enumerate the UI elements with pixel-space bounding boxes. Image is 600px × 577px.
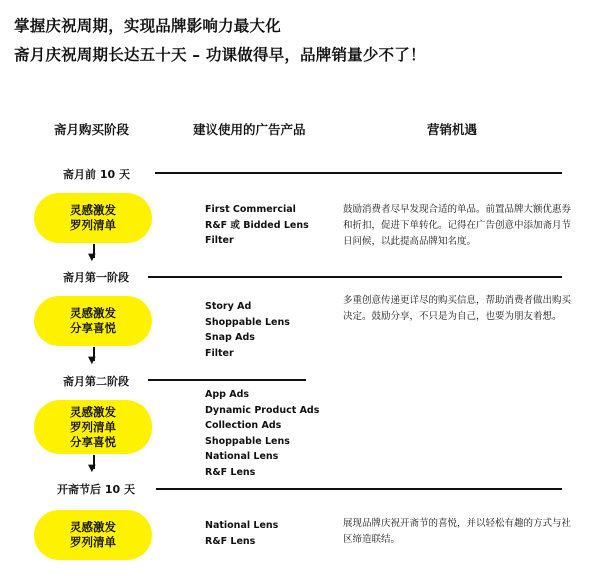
phase-divider-1 [155, 172, 562, 174]
product-item: R&F 或 Bidded Lens [205, 219, 309, 231]
stage-pill-text: 灵感激发 [70, 520, 116, 534]
stage-pill-3 [34, 400, 152, 454]
product-item: Dynamic Product Ads [205, 404, 320, 416]
stage-pill-text: 罗列清单 [70, 218, 116, 232]
stage-pill-2 [34, 296, 152, 346]
phase-divider-2 [148, 276, 562, 278]
column-header-stage: 斋月购买阶段 [54, 122, 130, 137]
product-item: App Ads [205, 389, 250, 400]
product-list-4 [205, 518, 278, 549]
headline-line-1: 掌握庆祝周期，实现品牌影响力最大化 [14, 17, 281, 35]
column-header-products: 建议使用的广告产品 [193, 122, 306, 137]
down-arrow-icon: ▼ [88, 355, 96, 366]
product-list-3 [205, 387, 319, 480]
stage-pill-text: 罗列清单 [70, 535, 116, 549]
product-list-1 [205, 202, 309, 249]
stage-pill-text: 分享喜悦 [70, 321, 116, 335]
down-arrow-icon: ▼ [88, 463, 96, 474]
product-item: First Commercial [205, 204, 296, 215]
phase-label-1: 斋月前 10 天 [63, 168, 130, 181]
stage-pill-text: 灵感激发 [70, 404, 116, 419]
product-item: Shoppable Lens [205, 435, 290, 447]
marketing-text-1: 鼓励消费者尽早发现合适的单品。前置品牌大额优惠券和折扣，促进下单转化。记得在广告创意中添加斋月节日问候，以此提高品牌知名度。 [343, 204, 572, 247]
headline-line-2: 斋月庆祝周期长达五十天 – 功课做得早，品牌销量少不了！ [14, 46, 426, 64]
down-arrow-icon: ▼ [88, 252, 96, 263]
product-item: Story Ad [205, 301, 252, 312]
product-list-2 [205, 299, 290, 361]
product-item: Shoppable Lens [205, 316, 290, 328]
phase-divider-3 [148, 379, 306, 381]
stage-pill-text: 灵感激发 [70, 306, 116, 320]
marketing-text-4: 展现品牌庆祝开斋节的喜悦，并以轻松有趣的方式与社区缔造联结。 [343, 518, 572, 545]
stage-pill-text: 分享喜悦 [70, 434, 116, 449]
product-item: Filter [205, 347, 234, 359]
product-item: National Lens [205, 520, 279, 531]
product-item: R&F Lens [205, 535, 256, 547]
phase-label-4: 开斋节后 10 天 [57, 483, 135, 496]
phase-divider-4 [156, 488, 562, 490]
product-item: National Lens [205, 451, 279, 462]
product-item: R&F Lens [205, 466, 256, 478]
column-header-marketing: 营销机遇 [427, 122, 478, 137]
marketing-text-2: 多重创意传递更详尽的购买信息，帮助消费者做出购买决定。鼓励分享，不只是为自己，也要为朋友着想。 [343, 295, 572, 322]
stage-pill-1 [34, 193, 152, 243]
product-item: Filter [205, 235, 234, 246]
product-item: Collection Ads [205, 420, 282, 431]
stage-pill-text: 灵感激发 [70, 203, 116, 217]
stage-pill-4 [34, 510, 152, 560]
phase-label-3: 斋月第二阶段 [63, 375, 129, 388]
phase-label-2: 斋月第一阶段 [63, 271, 129, 284]
product-item: Snap Ads [205, 332, 255, 343]
stage-pill-text: 罗列清单 [70, 419, 116, 434]
